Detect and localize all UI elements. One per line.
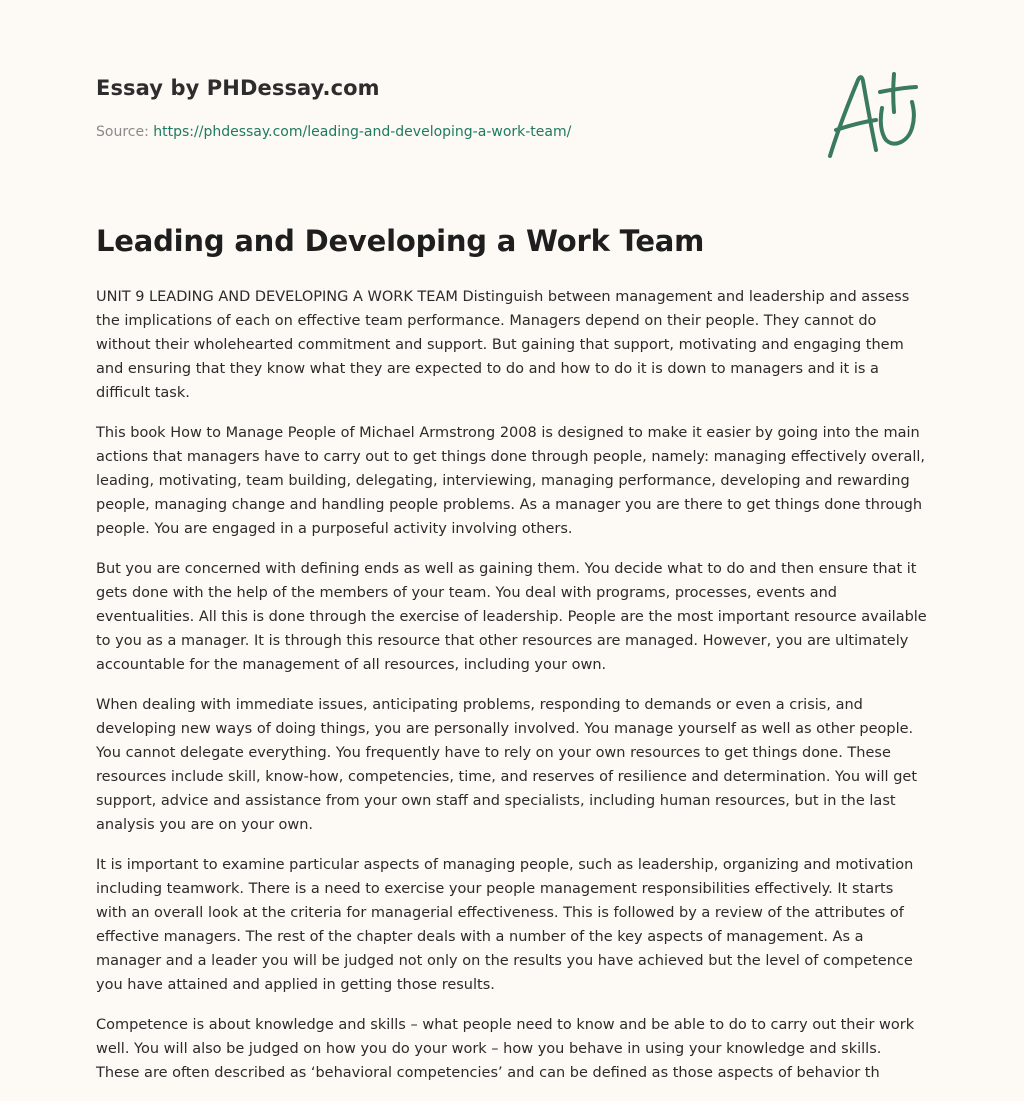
a-plus-logo-icon [824,68,924,164]
source-label: Source: [96,124,154,140]
page-header [96,72,928,172]
paragraph: It is important to examine particular aspects of managing people, such as leadership, organizing and motivation including teamwork. There is a need to exercise your people management responsibilities effectively. It starts with an overall look at the criteria for managerial effectiveness. This is followed by a review of the attributes of effective managers. The rest of the chapter deals with a number of the key aspects of management. As a manager and a leader you will be judged not only on the results you have achieved but the level of competence you have attained and applied in getting those results. [96,857,914,993]
article-title: Leading and Developing a Work Team [96,224,705,258]
site-title: Essay by PHDessay.com [96,76,380,100]
source-line [96,124,571,140]
paragraph: UNIT 9 LEADING AND DEVELOPING A WORK TEAM Distinguish between management and leadership and assess the implications of each on effective team performance. Managers depend on their people. They cannot do without their wholehearted commitment and support. But gaining that support, motivating and engaging them and ensuring that they know what they are expected to do and how to do it is down to managers and it is a difficult task. [96,289,910,401]
paragraph: Competence is about knowledge and skills – what people need to know and be able to do to carry out their work well. You will also be judged on how you do your work – how you behave in using your knowledge and skills. These are often described as ‘behavioral competencies’ and can be defined as those aspects of behavior th [96,1017,915,1081]
paragraph: When dealing with immediate issues, anticipating problems, responding to demands or even a crisis, and developing new ways of doing things, you are personally involved. You manage yourself as well as other people. You cannot delegate everything. You frequently have to rely on your own resources to get things done. These resources include skill, know-how, competencies, time, and reserves of resilience and determination. You will get support, advice and assistance from your own staff and specialists, including human resources, but in the last analysis you are on your own. [96,697,917,833]
paragraph: This book How to Manage People of Michael Armstrong 2008 is designed to make it easier by going into the main actions that managers have to carry out to get things done through people, namely: managing effectively overall, leading, motivating, team building, delegating, interviewing, managing performance, developing and rewarding people, managing change and handling people problems. As a manager you are there to get things done through people. You are engaged in a purposeful activity involving others. [96,425,926,537]
source-link[interactable]: https://phdessay.com/leading-and-developing-a-work-team/ [153,124,572,140]
article-body [96,285,928,1101]
paragraph: But you are concerned with defining ends as well as gaining them. You decide what to do and then ensure that it gets done with the help of the members of your team. You deal with programs, processes, events and eventualities. All this is done through the exercise of leadership. People are the most important resource available to you as a manager. It is through this resource that other resources are managed. However, you are ultimately accountable for the management of all resources, including your own. [96,561,927,673]
